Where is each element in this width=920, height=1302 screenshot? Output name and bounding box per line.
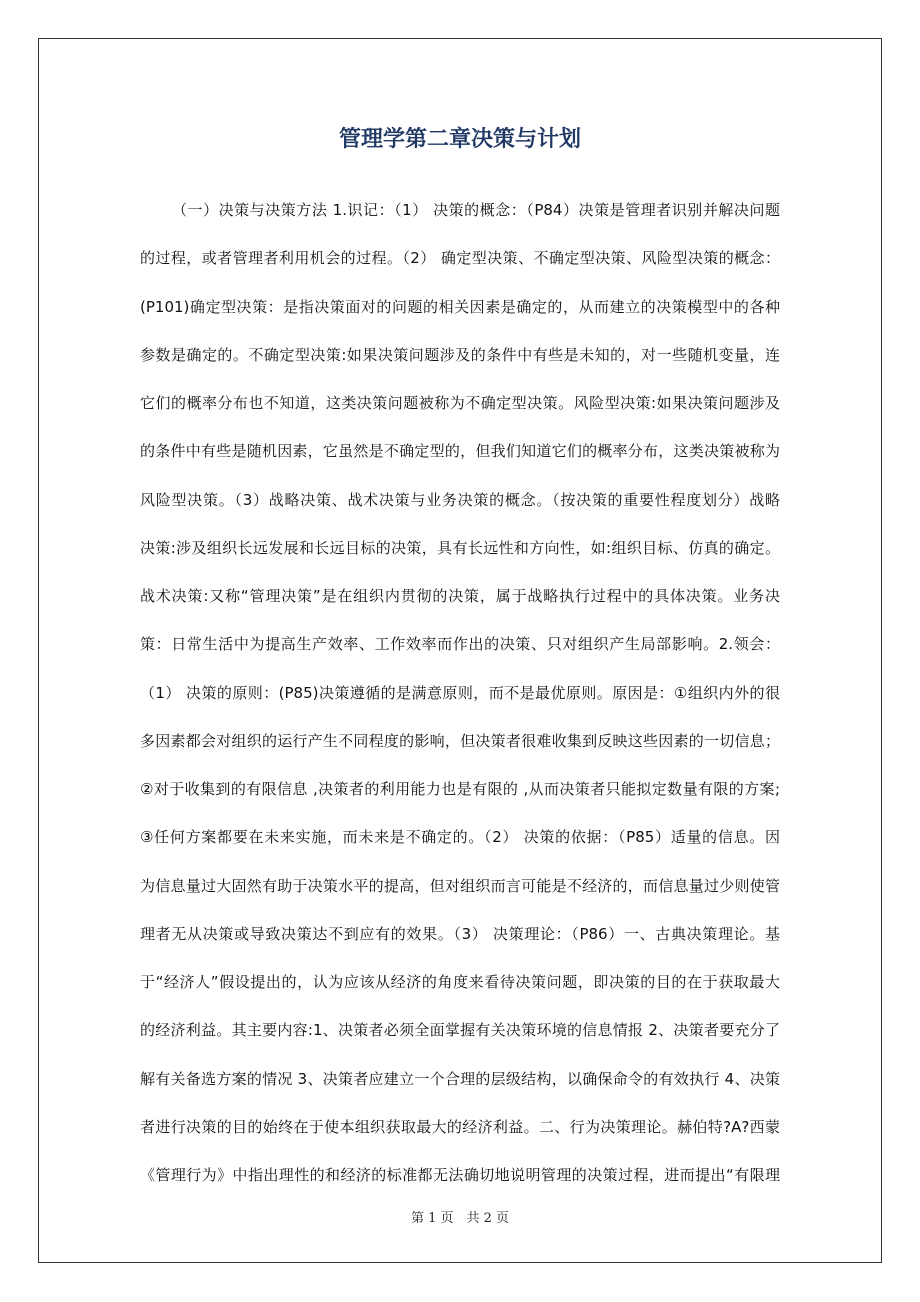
text-line: (P101)确定型决策：是指决策面对的问题的相关因素是确定的，从而建立的决策模型中的各种	[140, 297, 780, 316]
document-body	[140, 198, 780, 1211]
text-line: （1） 决策的原则：(P85)决策遵循的是满意原则，而不是最优原则。原因是：①组织内外的很	[140, 683, 780, 702]
text-line: 的过程，或者管理者利用机会的过程。（2） 确定型决策、不确定型决策、风险型决策的概念：	[140, 249, 780, 268]
text-line: 于“经济人”假设提出的，认为应该从经济的角度来看待决策问题，即决策的目的在于获取最大	[140, 973, 780, 991]
document-title: 管理学第二章决策与计划	[338, 127, 581, 152]
text-line: 者进行决策的目的始终在于使本组织获取最大的经济利益。二、行为决策理论。赫伯特?A?西蒙	[140, 1117, 780, 1136]
text-line: 的经济利益。其主要内容:1、决策者必须全面掌握有关决策环境的信息情报 2、决策者要充分了	[140, 1021, 780, 1040]
text-line: 《管理行为》中指出理性的和经济的标准都无法确切地说明管理的决策过程，进而提出“有限理	[140, 1166, 780, 1184]
text-line: 解有关备选方案的情况 3、决策者应建立一个合理的层级结构，以确保命令的有效执行 4、决策	[140, 1069, 780, 1088]
text-line: 策：日常生活中为提高生产效率、工作效率而作出的决策、只对组织产生局部影响。2.领会：	[140, 635, 780, 654]
text-line: 战术决策:又称“管理决策”是在组织内贯彻的决策，属于战略执行过程中的具体决策。业务决	[140, 587, 780, 605]
text-line: 决策:涉及组织长远发展和长远目标的决策，具有长远性和方向性，如:组织目标、仿真的确定。	[140, 538, 780, 557]
text-line: ②对于收集到的有限信息 ,决策者的利用能力也是有限的 ,从而决策者只能拟定数量有限的方案;	[140, 780, 780, 798]
page-footer: 第 1 页 共 2 页	[410, 1211, 510, 1226]
text-line: 它们的概率分布也不知道，这类决策问题被称为不确定型决策。风险型决策:如果决策问题涉及	[140, 394, 780, 412]
text-line: ③任何方案都要在未来实施，而未来是不确定的。（2） 决策的依据：（P85）适量的信息。因	[140, 828, 780, 847]
text-line: 的条件中有些是随机因素，它虽然是不确定型的，但我们知道它们的概率分布，这类决策被称为	[140, 442, 780, 461]
text-line: 参数是确定的。不确定型决策:如果决策问题涉及的条件中有些是未知的，对一些随机变量，连	[140, 345, 780, 364]
text-line: 多因素都会对组织的运行产生不同程度的影响，但决策者很难收集到反映这些因素的一切信息；	[140, 731, 780, 750]
text-line: （一）决策与决策方法 1.识记：（1） 决策的概念：（P84）决策是管理者识别并解决问题	[172, 201, 780, 219]
text-line: 理者无从决策或导致决策达不到应有的效果。（3） 决策理论：（P86）一、古典决策理论。基	[140, 924, 780, 943]
text-line: 为信息量过大固然有助于决策水平的提高，但对组织而言可能是不经济的，而信息量过少则使管	[140, 876, 780, 895]
text-line: 风险型决策。（3）战略决策、战术决策与业务决策的概念。（按决策的重要性程度划分）战略	[140, 490, 780, 509]
